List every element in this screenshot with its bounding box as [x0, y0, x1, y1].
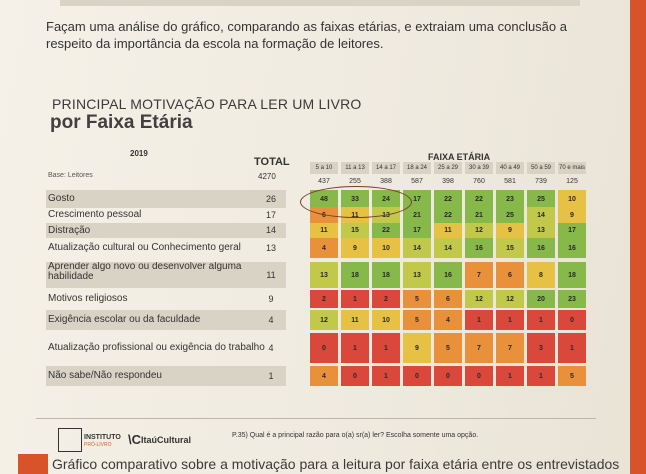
- value-cell: 13: [310, 262, 338, 288]
- row-label: Não sabe/Não respondeu: [46, 366, 286, 386]
- value-cell: 23: [496, 190, 524, 208]
- page-top-edge: [60, 0, 580, 6]
- row-label: Atualização profissional ou exigência do trabalho: [48, 342, 265, 353]
- value-cell: 7: [465, 262, 493, 288]
- orange-page-edge: [630, 0, 646, 474]
- value-cell: 1: [496, 310, 524, 330]
- age-group-header: 11 a 13: [341, 162, 369, 174]
- value-cell: 9: [496, 223, 524, 238]
- value-cell: 5: [403, 290, 431, 308]
- chart-title: PRINCIPAL MOTIVAÇÃO PARA LER UM LIVRO: [52, 96, 362, 112]
- value-cell: 48: [310, 190, 338, 208]
- survey-question-footnote: P.35) Qual é a principal razão para o(a) sr(a) ler? Escolha somente uma opção.: [232, 432, 479, 439]
- value-cell: 1: [372, 366, 400, 386]
- value-cell: 1: [496, 366, 524, 386]
- value-cell: 10: [372, 310, 400, 330]
- row-total: 26: [265, 194, 276, 204]
- base-value-cell: 581: [504, 178, 516, 185]
- value-cell: 22: [465, 190, 493, 208]
- row-total: 11: [266, 270, 276, 280]
- value-cell: 14: [527, 207, 555, 223]
- value-cell: 4: [310, 366, 338, 386]
- itau-cultural-logo: ItaúCultural: [141, 435, 192, 445]
- row-total: 1: [268, 371, 274, 381]
- value-cell: 10: [372, 238, 400, 258]
- value-cell: 17: [558, 223, 586, 238]
- age-group-header: 50 a 59: [527, 162, 555, 174]
- value-cell: 14: [403, 238, 431, 258]
- value-cell: 12: [496, 290, 524, 308]
- value-cell: 2: [310, 290, 338, 308]
- base-value-cell: 125: [566, 178, 578, 185]
- value-cell: 4: [434, 310, 462, 330]
- value-cell: 13: [527, 223, 555, 238]
- value-cell: 0: [558, 310, 586, 330]
- value-cell: 1: [527, 366, 555, 386]
- base-label: Base: Leitores: [48, 172, 93, 179]
- highlight-circle: [300, 186, 412, 218]
- value-cell: 12: [465, 290, 493, 308]
- value-cell: 22: [434, 207, 462, 223]
- value-cell: 13: [403, 262, 431, 288]
- age-group-header: 70 e mais: [558, 162, 586, 174]
- value-cell: 24: [372, 190, 400, 208]
- value-cell: 0: [310, 333, 338, 363]
- row-total: 4: [268, 315, 274, 325]
- row-label: Aprender algo novo ou desenvolver alguma habilidade: [46, 262, 286, 288]
- value-cell: 22: [372, 223, 400, 238]
- value-cell: 5: [558, 366, 586, 386]
- age-group-header: 14 a 17: [372, 162, 400, 174]
- value-cell: 12: [465, 223, 493, 238]
- row-label: Motivos religiosos: [48, 293, 128, 304]
- value-cell: 16: [527, 238, 555, 258]
- row-label: Distração: [46, 223, 286, 238]
- footer-divider: [36, 418, 596, 419]
- age-range-header: FAIXA ETÁRIA: [428, 152, 491, 162]
- value-cell: 21: [465, 207, 493, 223]
- value-cell: 11: [310, 223, 338, 238]
- age-group-header: 25 a 29: [434, 162, 462, 174]
- value-cell: 0: [403, 366, 431, 386]
- value-cell: 10: [558, 190, 586, 208]
- value-cell: 12: [310, 310, 338, 330]
- row-total: 14: [265, 225, 276, 235]
- value-cell: 16: [434, 262, 462, 288]
- value-cell: 14: [434, 238, 462, 258]
- value-cell: 18: [372, 262, 400, 288]
- value-cell: 7: [465, 333, 493, 363]
- age-group-header: 30 a 39: [465, 162, 493, 174]
- value-cell: 16: [558, 238, 586, 258]
- value-cell: 15: [341, 223, 369, 238]
- row-total: 17: [265, 210, 276, 220]
- value-cell: 8: [527, 262, 555, 288]
- age-group-header: 18 a 24: [403, 162, 431, 174]
- value-cell: 5: [434, 333, 462, 363]
- value-cell: 1: [341, 333, 369, 363]
- value-cell: 11: [341, 310, 369, 330]
- base-value-cell: 587: [411, 178, 423, 185]
- value-cell: 4: [310, 238, 338, 258]
- value-cell: 9: [558, 207, 586, 223]
- value-cell: 1: [527, 310, 555, 330]
- value-cell: 3: [527, 333, 555, 363]
- value-cell: 13: [372, 207, 400, 223]
- row-total: 13: [265, 243, 276, 253]
- value-cell: 7: [496, 333, 524, 363]
- age-group-header: 40 a 49: [496, 162, 524, 174]
- exercise-prompt: Façam uma análise do gráfico, comparando as faixas etárias, e extraiam uma conclusão a respeito da importância da escola na formação de leitores.: [46, 19, 567, 51]
- value-cell: 18: [341, 262, 369, 288]
- year-label: 2019: [130, 149, 148, 158]
- value-cell: 6: [496, 262, 524, 288]
- logo-pro-livro-text: PRÓ-LIVRO: [84, 442, 112, 448]
- instituto-pro-livro-logo-icon: [58, 428, 82, 452]
- base-value-cell: 398: [442, 178, 454, 185]
- value-cell: 9: [403, 333, 431, 363]
- value-cell: 23: [558, 290, 586, 308]
- value-cell: 0: [465, 366, 493, 386]
- value-cell: 17: [403, 223, 431, 238]
- value-cell: 11: [341, 207, 369, 223]
- row-label: Atualização cultural ou Conhecimento geral: [48, 242, 241, 253]
- value-cell: 33: [341, 190, 369, 208]
- row-total: 9: [268, 294, 274, 304]
- row-label: Gosto: [46, 190, 286, 208]
- base-total: 4270: [258, 172, 276, 181]
- value-cell: 6: [434, 290, 462, 308]
- value-cell: 16: [465, 238, 493, 258]
- figure-caption: Gráfico comparativo sobre a motivação para a leitura por faixa etária entre os entrevistados: [52, 456, 620, 472]
- value-cell: 0: [341, 366, 369, 386]
- value-cell: 1: [341, 290, 369, 308]
- value-cell: 15: [496, 238, 524, 258]
- age-group-row: [310, 162, 630, 174]
- value-cell: 1: [465, 310, 493, 330]
- caption-accent-bar: [18, 454, 48, 474]
- base-value-cell: 760: [473, 178, 485, 185]
- value-cell: 25: [527, 190, 555, 208]
- value-cell: 6: [310, 207, 338, 223]
- base-value-cell: 255: [349, 178, 361, 185]
- value-cell: 1: [558, 333, 586, 363]
- value-cell: 22: [434, 190, 462, 208]
- value-cell: 11: [434, 223, 462, 238]
- value-cell: 25: [496, 207, 524, 223]
- value-cell: 20: [527, 290, 555, 308]
- logo-instituto-text: INSTITUTO: [84, 434, 121, 441]
- value-cell: 17: [403, 190, 431, 208]
- base-value-cell: 388: [380, 178, 392, 185]
- row-label: Crescimento pessoal: [48, 209, 142, 220]
- age-group-header: 5 a 10: [310, 162, 338, 174]
- value-cell: 5: [403, 310, 431, 330]
- chart-subtitle: por Faixa Etária: [50, 112, 193, 133]
- row-total: 4: [268, 343, 274, 353]
- value-cell: 9: [341, 238, 369, 258]
- value-cell: 1: [372, 333, 400, 363]
- value-cell: 18: [558, 262, 586, 288]
- value-cell: 2: [372, 290, 400, 308]
- base-value-cell: 437: [318, 178, 330, 185]
- value-cell: 0: [434, 366, 462, 386]
- total-header: TOTAL: [254, 156, 290, 168]
- itau-logo-mark: \C: [128, 432, 141, 447]
- row-label: Exigência escolar ou da faculdade: [46, 310, 286, 330]
- base-value-cell: 739: [535, 178, 547, 185]
- value-cell: 21: [403, 207, 431, 223]
